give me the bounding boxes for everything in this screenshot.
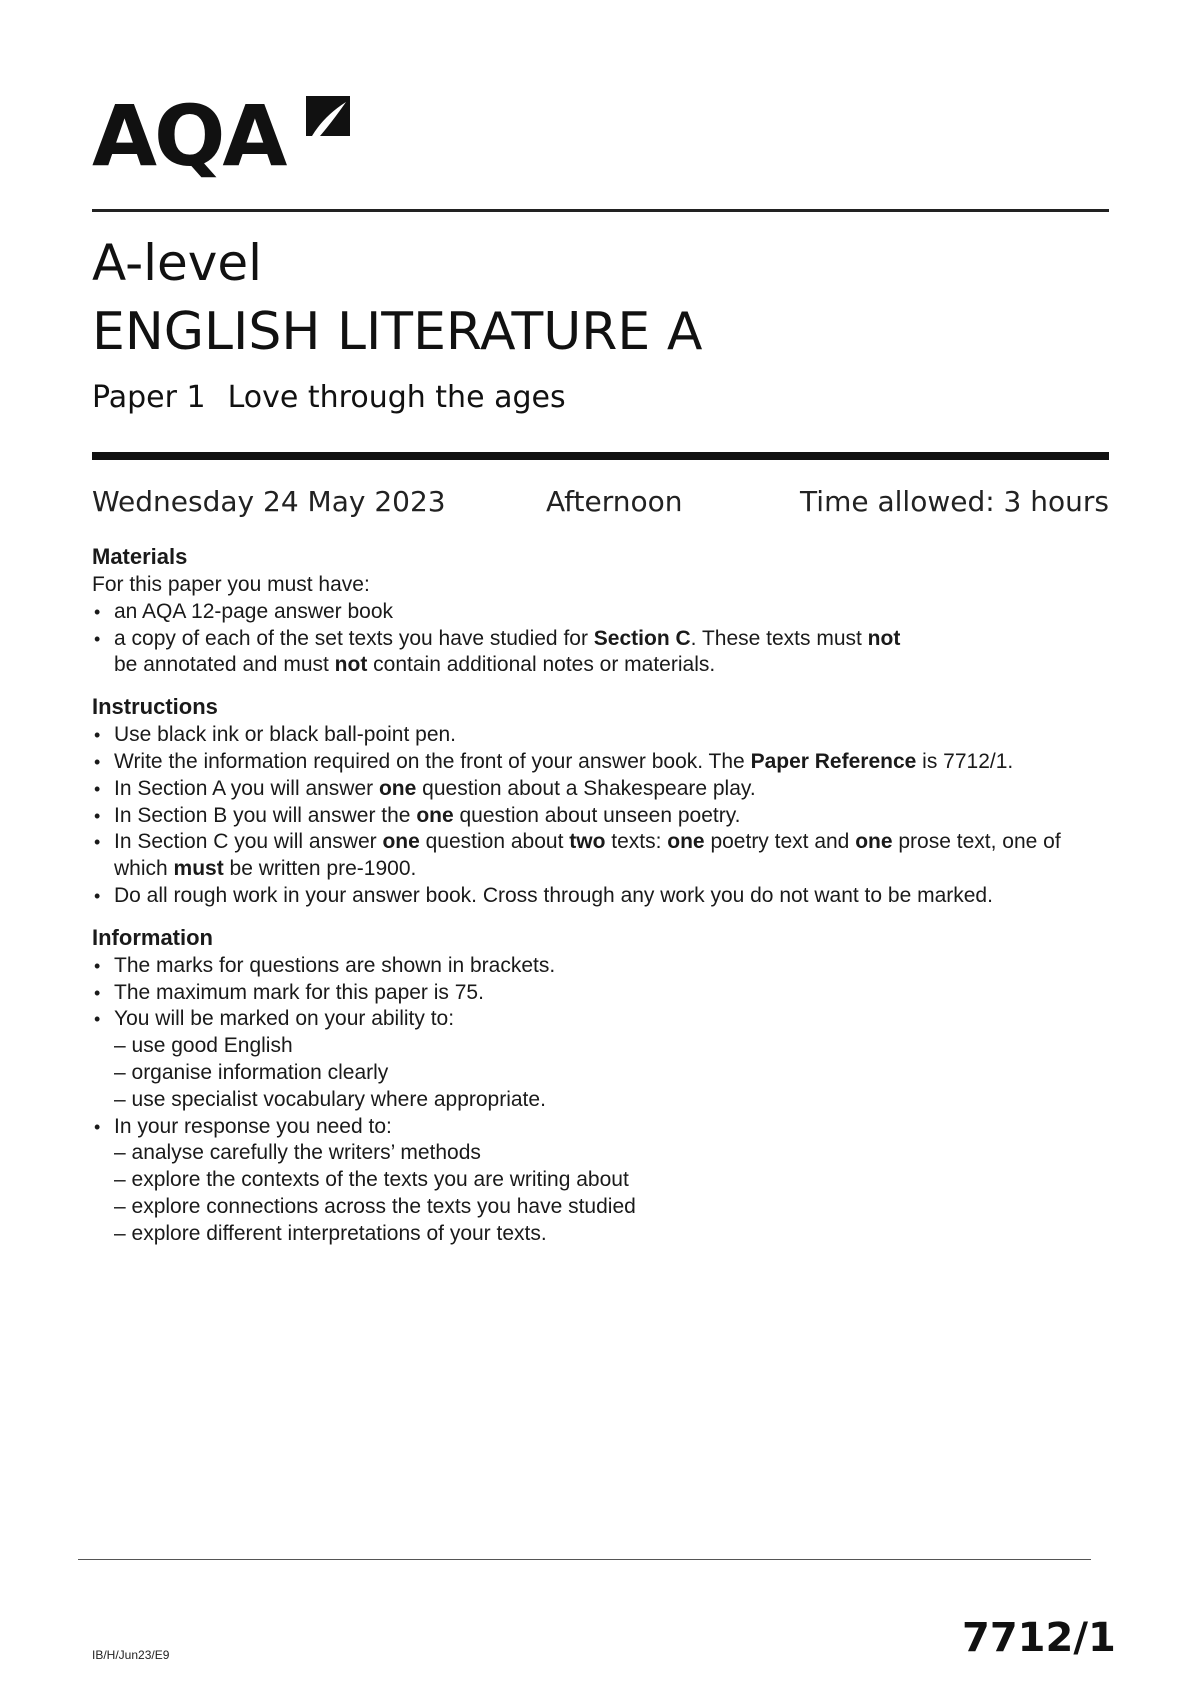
list-item: • Do all rough work in your answer book. Cross through any work you do not want to be marked. [92,883,1109,910]
time-allowed: Time allowed: 3 hours [800,485,1109,518]
paper-number: Paper 1 [92,380,206,415]
list-item: • a copy of each of the set texts you have studied for Section C. These texts must not be annotated and must not contain additional notes or materials. [92,626,1109,680]
list-item: • Write the information required on the front of your answer book. The Paper Reference is 7712/1. [92,749,1109,776]
thick-divider [92,452,1109,460]
instructions-heading: Instructions [92,694,218,720]
document-reference: IB/H/Jun23/E9 [92,1648,170,1662]
top-divider [92,209,1109,212]
cover-sections [92,542,1109,1248]
materials-intro: For this paper you must have: [92,573,370,596]
paper-code: 7712/1 [962,1615,1116,1661]
list-item: • an AQA 12-page answer book [92,599,1109,626]
subject-title: ENGLISH LITERATURE A [92,302,703,362]
instructions-section [92,692,1109,910]
information-heading: Information [92,924,213,950]
sub-item: – explore connections across the texts you have studied [114,1194,636,1218]
aqa-mark-icon [302,92,354,144]
aqa-logo [92,88,362,184]
bottom-divider [78,1559,1091,1560]
qualification-level: A-level [92,234,263,292]
exam-session: Afternoon [546,485,683,518]
materials-list [92,599,1109,679]
materials-section [92,542,1109,679]
information-section [92,923,1109,1248]
list-item: • In Section B you will answer the one question about unseen poetry. [92,803,1109,830]
exam-date: Wednesday 24 May 2023 [92,485,446,518]
list-item: • The marks for questions are shown in brackets. [92,953,1109,980]
paper-line [92,378,566,418]
information-list [92,953,1109,1248]
list-item: • The maximum mark for this paper is 75. [92,980,1109,1007]
list-item: • In Section A you will answer one question about a Shakespeare play. [92,776,1109,803]
list-item: • You will be marked on your ability to: – use good English – organise information clearly – use specialist vocabulary where appropriate. [92,1006,1109,1113]
exam-details [92,482,1109,522]
paper-title: Love through the ages [227,380,566,415]
list-item: • In Section C you will answer one question about two texts: one poetry text and one prose text, one of which must be written pre-1900. [92,829,1109,883]
sub-item: – explore different interpretations of your texts. [114,1221,547,1245]
sub-item: – use good English [114,1034,293,1058]
materials-heading: Materials [92,544,188,569]
sub-item: – use specialist vocabulary where appropriate. [114,1087,546,1111]
sub-item: – analyse carefully the writers’ methods [114,1141,481,1165]
list-item: • Use black ink or black ball-point pen. [92,722,1109,749]
list-item: • In your response you need to: – analyse carefully the writers’ methods – explore the contexts of the texts you are writing about – explore connections across the texts you have studied – explore different interpretations of your texts. [92,1114,1109,1248]
sub-item: – organise information clearly [114,1060,389,1084]
sub-item: – explore the contexts of the texts you are writing about [114,1168,629,1192]
logo-text: AQA [92,87,285,185]
instructions-list [92,722,1109,910]
